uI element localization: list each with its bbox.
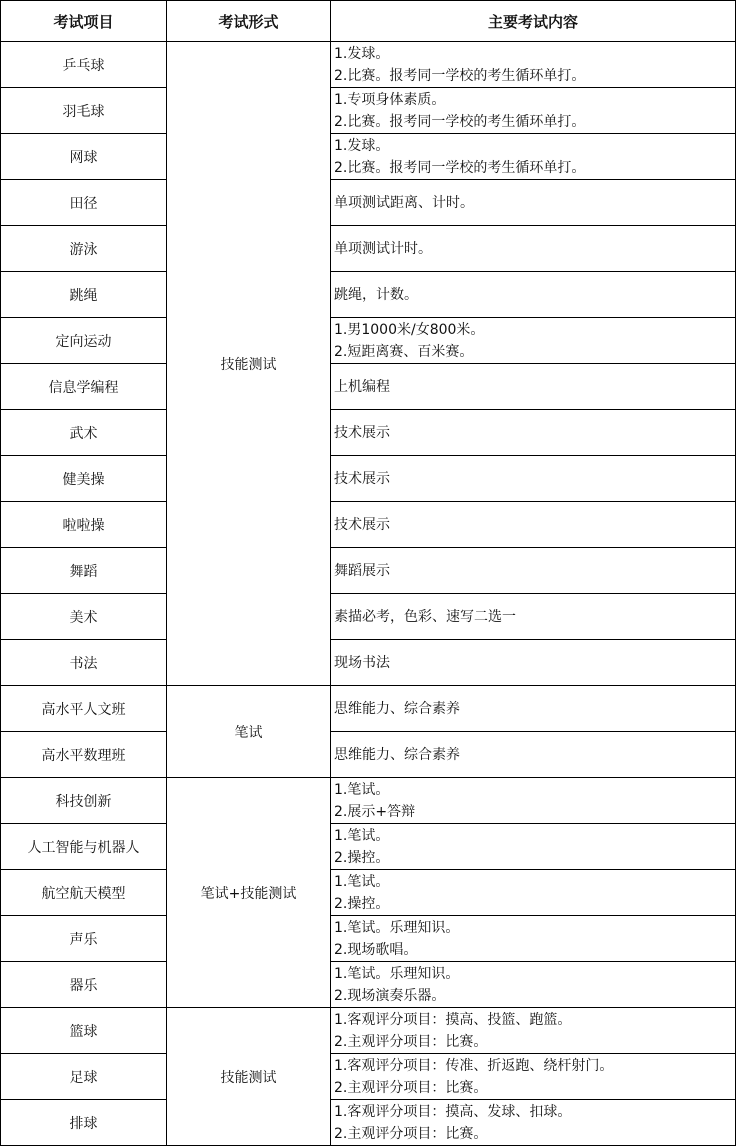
content-line: 2.比赛。报考同一学校的考生循环单打。 <box>334 67 586 84</box>
table-row <box>1 42 736 88</box>
exam-item-cell: 排球 <box>1 1100 167 1146</box>
content-line: 跳绳，计数。 <box>334 286 418 303</box>
exam-item-cell: 乒乓球 <box>1 42 167 88</box>
exam-item-cell: 啦啦操 <box>1 502 167 548</box>
content-line: 1.笔试。乐理知识。 <box>334 965 460 982</box>
exam-item-cell: 健美操 <box>1 456 167 502</box>
table-row <box>1 778 736 824</box>
exam-content-cell <box>331 134 736 180</box>
table-row <box>1 916 736 962</box>
content-line: 1.客观评分项目：传准、折返跑、绕杆射门。 <box>334 1057 614 1074</box>
content-line: 1.笔试。 <box>334 873 390 890</box>
table-row <box>1 870 736 916</box>
content-line: 思维能力、综合素养 <box>334 746 460 763</box>
header-exam-item: 考试项目 <box>1 1 167 42</box>
exam-item-cell: 羽毛球 <box>1 88 167 134</box>
exam-content-cell <box>331 88 736 134</box>
exam-item-cell: 游泳 <box>1 226 167 272</box>
exam-content-cell <box>331 272 736 318</box>
content-line: 2.主观评分项目：比赛。 <box>334 1079 488 1096</box>
exam-content-cell <box>331 456 736 502</box>
content-line: 2.比赛。报考同一学校的考生循环单打。 <box>334 113 586 130</box>
exam-content-cell <box>331 640 736 686</box>
exam-form-cell: 技能测试 <box>167 1008 331 1146</box>
table-row <box>1 640 736 686</box>
exam-content-cell <box>331 594 736 640</box>
exam-item-cell: 网球 <box>1 134 167 180</box>
content-line: 2.展示+答辩 <box>334 803 416 820</box>
content-line: 2.主观评分项目：比赛。 <box>334 1033 488 1050</box>
table-row <box>1 1008 736 1054</box>
exam-item-cell: 跳绳 <box>1 272 167 318</box>
content-line: 1.男1000米/女800米。 <box>334 321 485 338</box>
exam-content-cell <box>331 42 736 88</box>
table-row <box>1 364 736 410</box>
content-line: 1.发球。 <box>334 45 390 62</box>
exam-content-cell <box>331 226 736 272</box>
exam-item-cell: 高水平人文班 <box>1 686 167 732</box>
exam-item-cell: 舞蹈 <box>1 548 167 594</box>
content-line: 1.专项身体素质。 <box>334 91 446 108</box>
content-line: 1.笔试。 <box>334 827 390 844</box>
exam-content-cell <box>331 686 736 732</box>
header-exam-content: 主要考试内容 <box>331 1 736 42</box>
table-body <box>1 42 736 1146</box>
header-row <box>1 1 736 42</box>
exam-content-cell <box>331 502 736 548</box>
content-line: 2.操控。 <box>334 849 390 866</box>
exam-form-cell: 笔试 <box>167 686 331 778</box>
content-line: 技术展示 <box>334 424 390 441</box>
content-line: 素描必考，色彩、速写二选一 <box>334 608 516 625</box>
table-row <box>1 962 736 1008</box>
table-row <box>1 226 736 272</box>
exam-content-cell <box>331 180 736 226</box>
exam-item-cell: 定向运动 <box>1 318 167 364</box>
exam-content-cell <box>331 410 736 456</box>
exam-content-cell <box>331 364 736 410</box>
exam-content-cell <box>331 824 736 870</box>
content-line: 2.短距离赛、百米赛。 <box>334 343 474 360</box>
exam-content-cell <box>331 870 736 916</box>
content-line: 技术展示 <box>334 470 390 487</box>
exam-content-cell <box>331 916 736 962</box>
table-row <box>1 732 736 778</box>
content-line: 上机编程 <box>334 378 390 395</box>
table-row <box>1 824 736 870</box>
table-row <box>1 548 736 594</box>
exam-content-cell <box>331 318 736 364</box>
exam-item-cell: 书法 <box>1 640 167 686</box>
content-line: 2.现场演奏乐器。 <box>334 987 446 1004</box>
exam-item-cell: 美术 <box>1 594 167 640</box>
table-row <box>1 594 736 640</box>
exam-content-cell <box>331 1100 736 1146</box>
table-row <box>1 410 736 456</box>
exam-content-cell <box>331 1008 736 1054</box>
content-line: 2.现场歌唱。 <box>334 941 418 958</box>
exam-item-cell: 篮球 <box>1 1008 167 1054</box>
content-line: 单项测试距离、计时。 <box>334 194 474 211</box>
content-line: 2.主观评分项目：比赛。 <box>334 1125 488 1142</box>
exam-content-cell <box>331 1054 736 1100</box>
header-exam-form: 考试形式 <box>167 1 331 42</box>
exam-content-cell <box>331 778 736 824</box>
exam-item-cell: 田径 <box>1 180 167 226</box>
table-row <box>1 318 736 364</box>
exam-item-cell: 科技创新 <box>1 778 167 824</box>
content-line: 单项测试计时。 <box>334 240 432 257</box>
exam-form-cell: 笔试+技能测试 <box>167 778 331 1008</box>
exam-item-cell: 高水平数理班 <box>1 732 167 778</box>
table-row <box>1 272 736 318</box>
table-row <box>1 180 736 226</box>
table-row <box>1 1054 736 1100</box>
content-line: 2.比赛。报考同一学校的考生循环单打。 <box>334 159 586 176</box>
exam-item-cell: 信息学编程 <box>1 364 167 410</box>
exam-item-cell: 人工智能与机器人 <box>1 824 167 870</box>
content-line: 思维能力、综合素养 <box>334 700 460 717</box>
table-row <box>1 134 736 180</box>
content-line: 现场书法 <box>334 654 390 671</box>
table-row <box>1 686 736 732</box>
table-row <box>1 88 736 134</box>
content-line: 1.笔试。 <box>334 781 390 798</box>
table-row <box>1 1100 736 1146</box>
table-row <box>1 502 736 548</box>
content-line: 1.客观评分项目：摸高、发球、扣球。 <box>334 1103 572 1120</box>
exam-item-cell: 器乐 <box>1 962 167 1008</box>
exam-content-cell <box>331 732 736 778</box>
exam-content-cell <box>331 548 736 594</box>
content-line: 舞蹈展示 <box>334 562 390 579</box>
exam-item-cell: 声乐 <box>1 916 167 962</box>
exam-item-cell: 航空航天模型 <box>1 870 167 916</box>
table-row <box>1 456 736 502</box>
content-line: 1.笔试。乐理知识。 <box>334 919 460 936</box>
content-line: 技术展示 <box>334 516 390 533</box>
exam-item-cell: 武术 <box>1 410 167 456</box>
content-line: 1.发球。 <box>334 137 390 154</box>
exam-form-cell: 技能测试 <box>167 42 331 686</box>
content-line: 1.客观评分项目：摸高、投篮、跑篮。 <box>334 1011 572 1028</box>
content-line: 2.操控。 <box>334 895 390 912</box>
exam-content-cell <box>331 962 736 1008</box>
exam-item-cell: 足球 <box>1 1054 167 1100</box>
